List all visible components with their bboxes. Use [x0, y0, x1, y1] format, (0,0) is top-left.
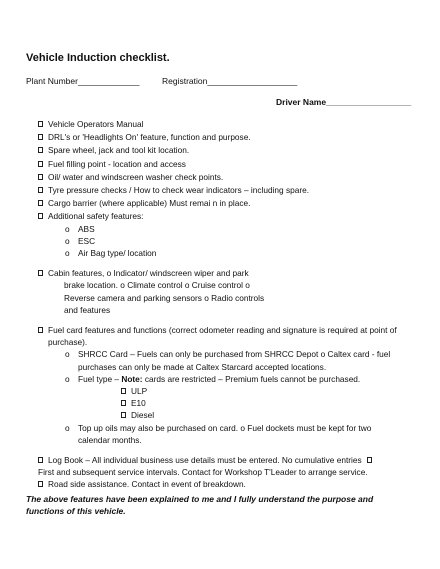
checkbox[interactable]: [38, 457, 43, 463]
declaration: The above features have been explained to me and I fully understand the purpose and functions of this vehicle.: [26, 494, 374, 516]
list-item: DRL's or 'Headlights On' feature, function and purpose.: [38, 131, 418, 143]
checkbox[interactable]: [121, 412, 126, 418]
checkbox[interactable]: [38, 147, 43, 153]
page-title: Vehicle Induction checklist.: [26, 52, 170, 64]
list-item: Fuel card features and functions (correct odometer reading and signature is required at point of: [38, 324, 418, 336]
checkbox[interactable]: [121, 388, 126, 394]
checkbox[interactable]: [38, 327, 43, 333]
list-item: Road side assistance. Contact in event of breakdown.: [38, 478, 418, 490]
list-item: Tyre pressure checks / How to check wear indicators – including spare.: [38, 184, 418, 196]
checkbox[interactable]: [38, 121, 43, 127]
sub-item: o Air Bag type/ location: [65, 248, 157, 259]
list-item: Log Book – All individual business use details must be entered. No cumulative entries: [38, 454, 418, 466]
circle-bullet-icon: o: [65, 223, 70, 234]
checklist: Vehicle Operators Manual DRL's or 'Headlights On' feature, function and purpose. Spare wheel, jack and tool kit location. Fuel filling point - location and access Oil/ water and windscreen washer check points. Tyre pressure checks / How to check wear indicators – including spare. Cargo barrier (where applicable) Must remai n in place. Additional safety features: o ABS o ESC o Air Bag type/ location Cabin features, o Indicator/ windscreen wiper and park brake location. o Climate control o Cruise control o Reverse camera and parking sensors o Radio controls and features Fuel card features and functions (correct odometer reading and signature is required at point of purchase). o SHRCC Card – Fuels can only be purchased from SHRCC Depot o Caltex card - fuel purchases can only be made at Caltex Starcard accepted locations. o Fuel type – Note: cards are restricted – Premium fuels cannot be purchased. ULP E10 Diesel o Top up oils may also be purchased on card. o Fuel dockets must be kept for two calendar months. Log Book – All individual business use details must be entered. No cumulative entries First and subsequent service intervals. Contact for Workshop T'Leader to arrange service. Road side assistance. Contact in event of breakdown.: [38, 118, 418, 491]
checkbox[interactable]: [38, 174, 43, 180]
circle-bullet-icon: o: [65, 248, 70, 259]
sub-item: o Top up oils may also be purchased on card. o Fuel dockets must be kept for two: [65, 422, 372, 433]
checkbox[interactable]: [121, 400, 126, 406]
list-item: Fuel filling point - location and access: [38, 158, 418, 170]
sub-item: o ABS: [65, 223, 95, 234]
fuel-option: E10: [38, 397, 418, 409]
fuel-option: Diesel: [38, 409, 418, 421]
circle-bullet-icon: o: [65, 235, 70, 246]
list-item: Spare wheel, jack and tool kit location.: [38, 144, 418, 156]
checkbox[interactable]: [38, 270, 43, 276]
list-item: Cabin features, o Indicator/ windscreen wiper and park: [38, 267, 418, 279]
list-item: Additional safety features:: [38, 210, 418, 222]
circle-bullet-icon: o: [65, 349, 70, 360]
checkbox[interactable]: [38, 187, 43, 193]
driver-name-field[interactable]: Driver Name__________________: [276, 97, 412, 107]
checkbox[interactable]: [38, 213, 43, 219]
checkbox[interactable]: [38, 161, 43, 167]
checkbox[interactable]: [367, 457, 372, 463]
registration-field[interactable]: Registration___________________: [162, 76, 298, 86]
plant-number-field[interactable]: Plant Number_____________: [26, 76, 140, 86]
fuel-option: ULP: [38, 385, 418, 397]
list-item: Cargo barrier (where applicable) Must remai n in place.: [38, 197, 418, 209]
checkbox[interactable]: [38, 134, 43, 140]
checkbox[interactable]: [38, 481, 43, 487]
list-item: Vehicle Operators Manual: [38, 118, 418, 130]
sub-item: o Fuel type – Note: cards are restricted – Premium fuels cannot be purchased.: [65, 373, 361, 384]
sub-item: o ESC: [65, 235, 96, 246]
circle-bullet-icon: o: [65, 422, 70, 433]
sub-item: o SHRCC Card – Fuels can only be purchased from SHRCC Depot o Caltex card - fuel: [65, 349, 391, 360]
checkbox[interactable]: [38, 200, 43, 206]
circle-bullet-icon: o: [65, 373, 70, 384]
list-item: Oil/ water and windscreen washer check points.: [38, 171, 418, 183]
